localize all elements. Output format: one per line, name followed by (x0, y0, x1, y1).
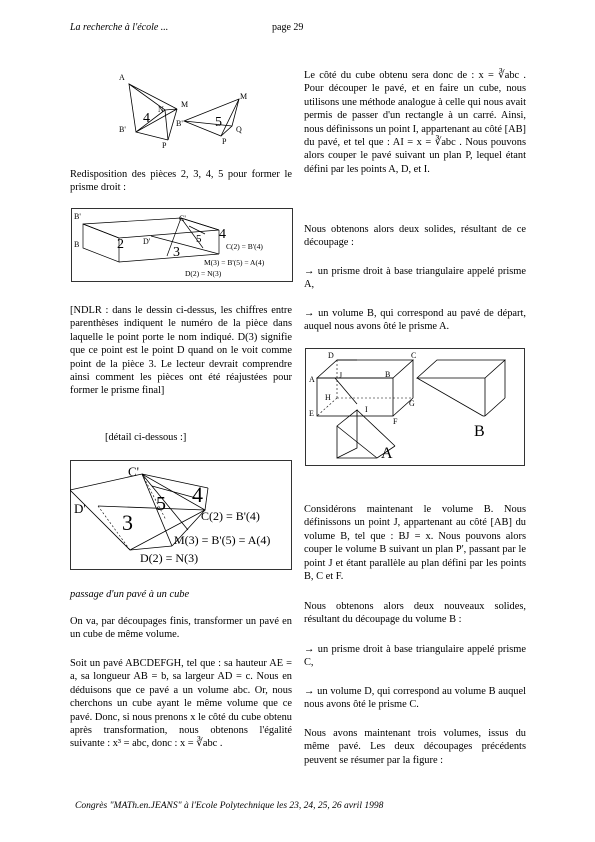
label-P2: P (222, 137, 227, 146)
label-P: P (162, 141, 167, 150)
piece-4-label: 4 (192, 482, 203, 507)
label-F: F (393, 417, 398, 426)
section-title: passage d'un pavé à un cube (70, 589, 190, 600)
piece-2-label: 2 (117, 237, 124, 252)
label-Cp: C' (179, 214, 186, 223)
ndlr-paragraph: [NDLR : dans le dessin ci-dessus, les chiffres entre parenthèses indiquent le numéro de la pièce dans laquelle le point porte le nom indiqué. D(3) signifie que ce point est le point D quand on le voit comme point de la pièce 3. Le lecteur devrait comprendre ainsi comment les pièces ont été réajustées pour former le prisme final] (70, 305, 292, 397)
prism-A-label: A (381, 445, 393, 462)
footer-congress: Congrès "MATh.en.JEANS" à l'Ecole Polytechnique les 23, 24, 25, 26 avril 1998 (75, 801, 384, 811)
label-Bp: B' (119, 125, 126, 134)
piece-5-label: 5 (156, 493, 166, 515)
label-A: A (309, 375, 315, 384)
piece-4-label: 4 (143, 111, 150, 126)
label-Q: Q (236, 125, 242, 134)
label-Dp: D' (74, 501, 86, 516)
two-new-solids-paragraph: Nous obtenons alors deux nouveaux solides, résultant du découpage du volume B : (304, 601, 526, 626)
label-D2: D(2) = N(3) (185, 269, 222, 278)
label-D2: D(2) = N(3) (140, 551, 199, 565)
pave-definition-paragraph: Soit un pavé ABCDEFGH, tel que : sa hauteur AE = a, sa longueur AB = b, sa largeur AD = c. Nous en déduisons que ce pavé a un volume abc. Or, nous cherchons un cube ayant le même volume que ce pavé. Donc, si nous prenons x le côté du cube obtenu après transformation, nous obtenons l'égalité suivante : x³ = abc, donc : x = ∛abc . (70, 658, 292, 750)
label-M2: M (240, 92, 248, 101)
summary-paragraph: Nous avons maintenant trois volumes, issus du même pavé. Les deux découpages précédents peuvent se résumer par la figure : (304, 728, 526, 766)
cube-side-paragraph: Le côté du cube obtenu sera donc de : x = ∛abc . Pour découper le pavé, et en faire un cube, nous utilisons une méthode analogue à celle qui nous avait permis de passer d'un rectangle à un carré. Ainsi, nous définissons un point I, appartenant au côté [AB] du pavé, et tel que : AI = x = ∛abc . Nous pouvons alors couper le pavé suivant un plan P, lequel étant défini par les points A, D, et I. (304, 70, 526, 175)
label-I: I (365, 405, 368, 414)
piece-5-label: 5 (215, 115, 222, 130)
pave-cut-figure (305, 348, 525, 466)
label-M3: M(3) = B'(5) = A(4) (174, 533, 271, 547)
piece-4-label: 4 (219, 227, 226, 242)
volume-D-item: → un volume D, qui correspond au volume B auquel nous avons ôté le prisme C. (304, 686, 526, 711)
label-M: M (181, 100, 189, 109)
label-B: B (385, 370, 391, 379)
volume-B-cut-paragraph: Considérons maintenant le volume B. Nous définissons un point J, appartenant au côté [AB] du volume B, tel que : BJ = x. Nous pouvons alors couper le volume B suivant un plan P', passant par le point J et étant parallèle au plan défini par les points B, C et F. (304, 504, 526, 583)
label-D: D (328, 351, 334, 360)
label-C2: C(2) = B'(4) (226, 242, 263, 251)
piece-3-label: 3 (122, 510, 133, 535)
detail-caption: [détail ci-dessous :] (105, 432, 187, 443)
two-solids-paragraph: Nous obtenons alors deux solides, résultant de ce découpage : (304, 224, 526, 249)
label-H: H (325, 393, 331, 402)
pieces-4-5-figure (112, 68, 272, 150)
label-M3: M(3) = B'(5) = A(4) (204, 258, 265, 267)
detail-figure (70, 460, 292, 570)
intro-paragraph: On va, par découpages finis, transformer un pavé en un cube de même volume. (70, 616, 292, 641)
label-A: A (119, 73, 125, 82)
piece-5-label: 5 (196, 233, 202, 245)
redisposition-paragraph: Redisposition des pièces 2, 3, 4, 5 pour former le prisme droit : (70, 169, 292, 194)
label-Bp: B' (74, 212, 81, 221)
prism-C-item: → un prisme droit à base triangulaire appelé prisme C, (304, 644, 526, 669)
label-G: G (409, 399, 415, 408)
prism-A-item: → un prisme droit à base triangulaire appelé prisme A, (304, 266, 526, 291)
prism-assembly-figure (71, 208, 293, 282)
piece-3-label: 3 (173, 245, 180, 260)
label-N: N (158, 105, 164, 114)
label-Cp: C' (128, 464, 140, 479)
label-C2: C(2) = B'(4) (201, 509, 260, 523)
label-Dp: D' (143, 237, 151, 246)
running-header-title: La recherche à l'école ... (70, 22, 169, 33)
label-Bp2: B' (176, 119, 183, 128)
volume-B-item: → un volume B, qui correspond au pavé de départ, auquel nous avons ôté le prisme A. (304, 308, 526, 333)
label-J: J (339, 371, 343, 380)
label-B: B (74, 240, 80, 249)
label-C: C (411, 351, 417, 360)
label-E: E (309, 409, 314, 418)
page-number: page 29 (272, 22, 304, 33)
volume-B-label: B (474, 423, 485, 440)
